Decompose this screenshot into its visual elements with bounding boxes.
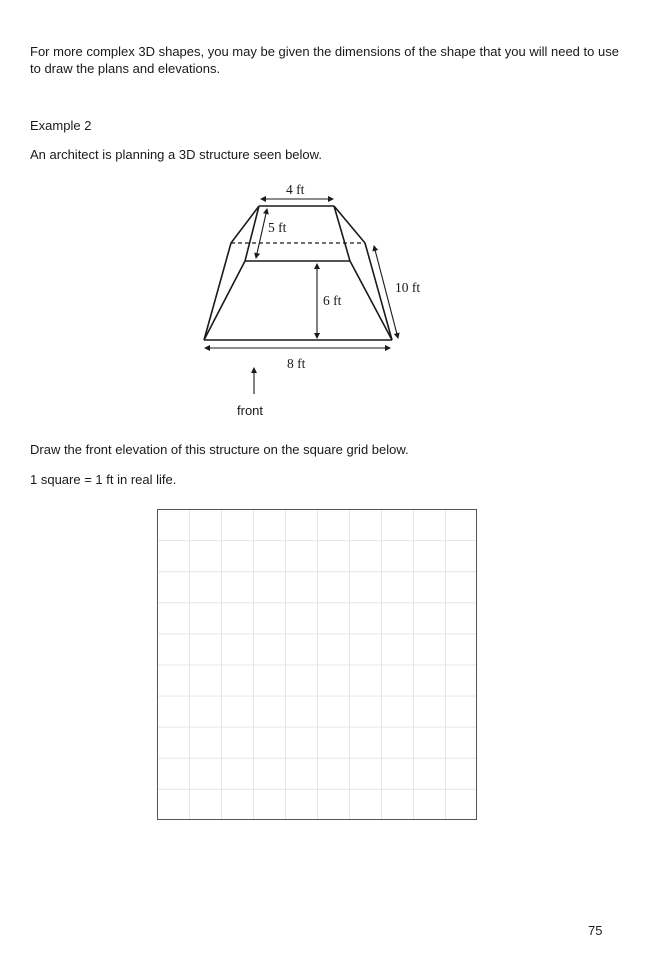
drawing-grid[interactable]: [157, 509, 477, 820]
example-description: An architect is planning a 3D structure seen below.: [30, 147, 322, 162]
label-top-width: 4 ft: [286, 182, 305, 197]
instruction-text: Draw the front elevation of this structure on the square grid below.: [30, 442, 409, 457]
scale-note: 1 square = 1 ft in real life.: [30, 472, 177, 487]
intro-paragraph: For more complex 3D shapes, you may be given the dimensions of the shape that you will need to use to draw the plans and elevations.: [30, 44, 619, 76]
label-slant-top: 5 ft: [268, 220, 287, 235]
structure-diagram: [0, 0, 648, 430]
label-slant-side: 10 ft: [395, 280, 421, 295]
label-height: 6 ft: [323, 293, 342, 308]
label-base-width: 8 ft: [287, 356, 306, 371]
example-heading: Example 2: [30, 118, 92, 133]
label-front: front: [237, 403, 264, 418]
structure-outline: [204, 206, 392, 340]
page-number: 75: [588, 923, 603, 938]
